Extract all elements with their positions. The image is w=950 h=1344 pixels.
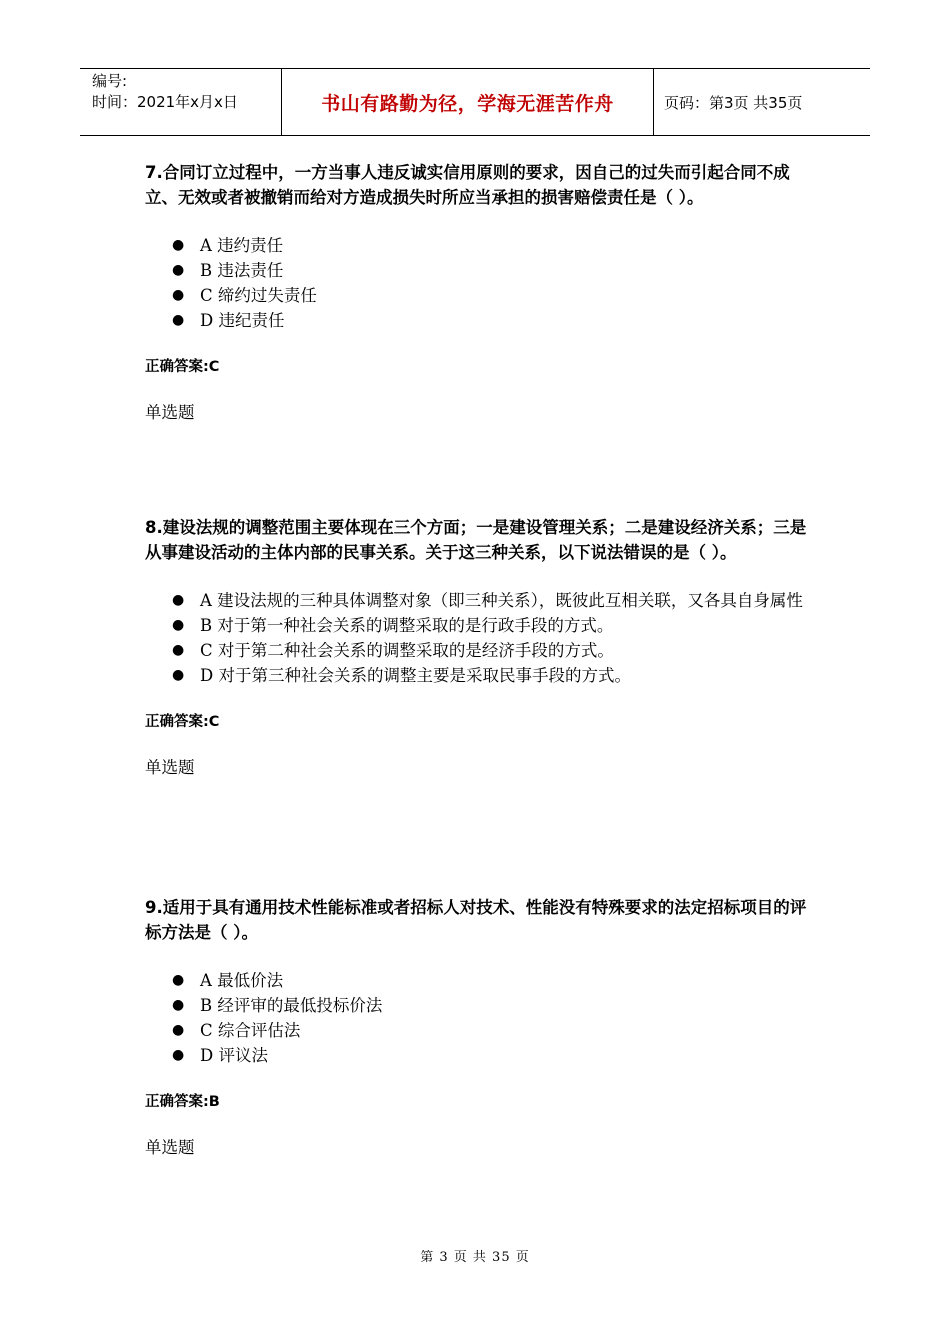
question-type: 单选题 (145, 1138, 195, 1157)
header-motto: 书山有路勤为径，学海无涯苦作舟 (282, 69, 654, 135)
option-text: C 对于第二种社会关系的调整采取的是经济手段的方式。 (200, 641, 614, 660)
option-item (170, 993, 815, 1018)
option-text: A 建设法规的三种具体调整对象（即三种关系），既彼此互相关联，又各具自身属性 (200, 591, 803, 610)
option-item (170, 1018, 815, 1043)
bullet-icon: ● (172, 997, 185, 1013)
option-item (170, 663, 815, 688)
question-type: 单选题 (145, 758, 195, 777)
option-text: A 最低价法 (200, 971, 284, 990)
option-item (170, 613, 815, 638)
option-list (170, 588, 815, 688)
question-type: 单选题 (145, 403, 195, 422)
bullet-icon: ● (172, 592, 185, 608)
question-9 (145, 895, 815, 1159)
option-text: C 缔约过失责任 (200, 286, 317, 305)
document-number-label: 编号: (92, 72, 128, 90)
question-stem: 8.建设法规的调整范围主要体现在三个方面；一是建设管理关系；二是建设经济关系；三是从事建设活动的主体内部的民事关系。关于这三种关系，以下说法错误的是（ ）。 (145, 518, 807, 562)
correct-answer: 正确答案:C (145, 359, 220, 375)
bullet-icon: ● (172, 312, 185, 328)
bullet-icon: ● (172, 1022, 185, 1038)
page-footer: 第 3 页 共 35 页 (420, 1250, 530, 1265)
option-text: A 违约责任 (200, 236, 284, 255)
page-header (80, 68, 870, 136)
option-item (170, 1043, 815, 1068)
question-8 (145, 515, 815, 779)
option-item (170, 588, 815, 613)
option-text: C 综合评估法 (200, 1021, 301, 1040)
option-list (170, 968, 815, 1068)
bullet-icon: ● (172, 287, 185, 303)
question-stem: 7.合同订立过程中，一方当事人违反诚实信用原则的要求，因自己的过失而引起合同不成立、无效或者被撤销而给对方造成损失时所应当承担的损害赔偿责任是（ ）。 (145, 163, 790, 207)
document-time-label: 时间：2021年x月x日 (92, 93, 238, 111)
question-7 (145, 160, 815, 424)
option-text: D 评议法 (200, 1046, 268, 1065)
option-text: B 对于第一种社会关系的调整采取的是行政手段的方式。 (200, 616, 614, 635)
option-text: D 违纪责任 (200, 311, 285, 330)
option-list (170, 233, 815, 333)
question-stem: 9.适用于具有通用技术性能标准或者招标人对技术、性能没有特殊要求的法定招标项目的评标方法是（ ）。 (145, 898, 807, 942)
correct-answer: 正确答案:C (145, 714, 220, 730)
bullet-icon: ● (172, 237, 185, 253)
correct-answer: 正确答案:B (145, 1094, 220, 1110)
bullet-icon: ● (172, 667, 185, 683)
option-text: B 违法责任 (200, 261, 284, 280)
option-item (170, 638, 815, 663)
option-item (170, 258, 815, 283)
option-item (170, 283, 815, 308)
bullet-icon: ● (172, 262, 185, 278)
header-meta (80, 69, 282, 135)
bullet-icon: ● (172, 617, 185, 633)
option-item (170, 968, 815, 993)
option-text: B 经评审的最低投标价法 (200, 996, 383, 1015)
bullet-icon: ● (172, 972, 185, 988)
option-text: D 对于第三种社会关系的调整主要是采取民事手段的方式。 (200, 666, 631, 685)
bullet-icon: ● (172, 1047, 185, 1063)
option-item (170, 233, 815, 258)
bullet-icon: ● (172, 642, 185, 658)
header-page-info: 页码：第3页 共35页 (664, 93, 803, 112)
option-item (170, 308, 815, 333)
